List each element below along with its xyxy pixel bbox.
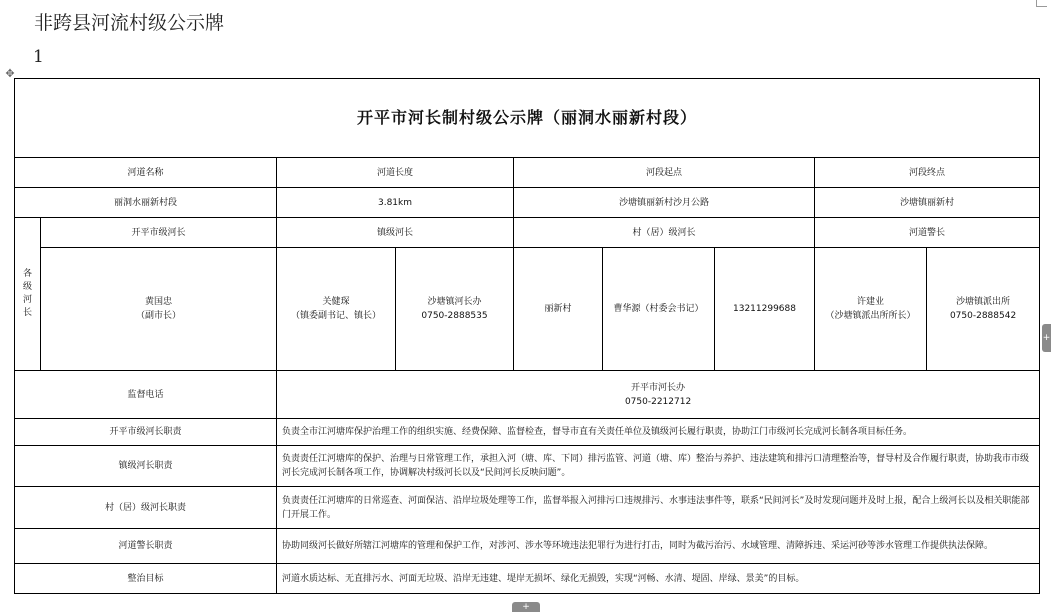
header-river-name: 河道名称 [15,158,277,188]
village-level-header: 村（居）级河长 [514,218,815,248]
town-office-cell [396,248,514,371]
supervision-office: 开平市河长办 [631,382,686,393]
duty-label-village: 村（居）级河长职责 [15,487,277,529]
river-name-value: 丽洞水丽新村段 [15,188,277,218]
town-chief-cell [277,248,396,371]
levels-label: 各级河长 [22,269,32,318]
duty-text-town: 负责责任江河塘库的保护、治理与日常管理工作，承担入河（塘、库、下同）排污监管、河道（塘、库）整治与养护、违法建筑和排污口清理整治等，督导村及合作履行职责，协助我市市级河长完成河长制各项工作，协调解决村级河长以及“民间河长反映问题”。 [277,446,1040,487]
town-office-name: 沙塘镇河长办 [427,297,482,307]
notice-board-table [14,78,1040,594]
town-level-header: 镇级河长 [277,218,514,248]
village-unit: 丽新村 [514,248,603,371]
village-chief: 曹华源（村委会书记） [603,248,715,371]
table-move-handle-icon[interactable]: ✥ [5,67,15,80]
police-chief-cell [815,248,927,371]
police-chief-header: 河道警长 [815,218,1040,248]
city-chief-name: 黄国忠 [144,297,172,307]
bottom-expand-tab[interactable]: + [512,602,540,612]
page-number: 1 [33,47,44,67]
town-chief-title: （镇委副书记、镇长） [290,311,381,321]
duty-label-police: 河道警长职责 [15,529,277,564]
city-chief-cell [41,248,277,371]
goal-label: 整治目标 [15,564,277,594]
header-section-end: 河段终点 [815,158,1040,188]
duty-label-city: 开平市级河长职责 [15,419,277,446]
town-chief-name: 关健琛 [322,297,350,307]
header-section-start: 河段起点 [514,158,815,188]
supervision-label: 监督电话 [15,371,277,419]
supervision-phone: 0750-2212712 [624,396,692,407]
goal-text: 河道水质达标、无直排污水、河面无垃圾、沿岸无违建、堤岸无损坏、绿化无损毁，实现“河畅、水清、堤固、岸绿、景美”的目标。 [277,564,1040,594]
section-start-value: 沙塘镇丽新村沙月公路 [514,188,815,218]
side-expand-tab[interactable]: + [1042,324,1051,352]
page-corner-mark [1036,0,1047,7]
city-chief-title: （副市长） [135,311,181,321]
town-office-phone: 0750-2888535 [421,311,488,321]
city-level-header: 开平市级河长 [41,218,277,248]
police-office-cell [927,248,1040,371]
duty-label-town: 镇级河长职责 [15,446,277,487]
duty-text-village: 负责责任江河塘库的日常巡查、河面保洁、沿岸垃圾处理等工作，监督举报入河排污口违规排污、水事违法事件等，联系“民间河长”及时发现问题并及时上报，配合上级河长以及相关职能部门开展工作。 [277,487,1040,529]
duty-text-police: 协助同级河长做好所辖江河塘库的管理和保护工作，对涉河、涉水等环境违法犯罪行为进行打击，同时为截污治污、水域管理、清障拆违、采运河砂等涉水管理工作提供执法保障。 [277,529,1040,564]
document-heading: 非跨县河流村级公示牌 [34,12,225,34]
village-chief-phone: 13211299688 [715,248,815,371]
section-end-value: 沙塘镇丽新村 [815,188,1040,218]
police-office-name: 沙塘镇派出所 [956,297,1011,307]
supervision-contact-cell [277,371,1040,419]
police-office-phone: 0750-2888542 [949,311,1017,321]
duty-text-city: 负责全市江河塘库保护治理工作的组织实施、经费保障、监督检查，督导市直有关责任单位及镇级河长履行职责，协助江门市级河长完成河长制各项目标任务。 [277,419,1040,446]
police-chief-title: （沙塘镇派出所所长） [825,311,916,321]
board-title: 开平市河长制村级公示牌（丽洞水丽新村段） [15,79,1040,158]
levels-label-cell [15,218,41,371]
river-length-value: 3.81km [277,188,514,218]
header-river-length: 河道长度 [277,158,514,188]
police-chief-name: 许建业 [856,297,884,307]
